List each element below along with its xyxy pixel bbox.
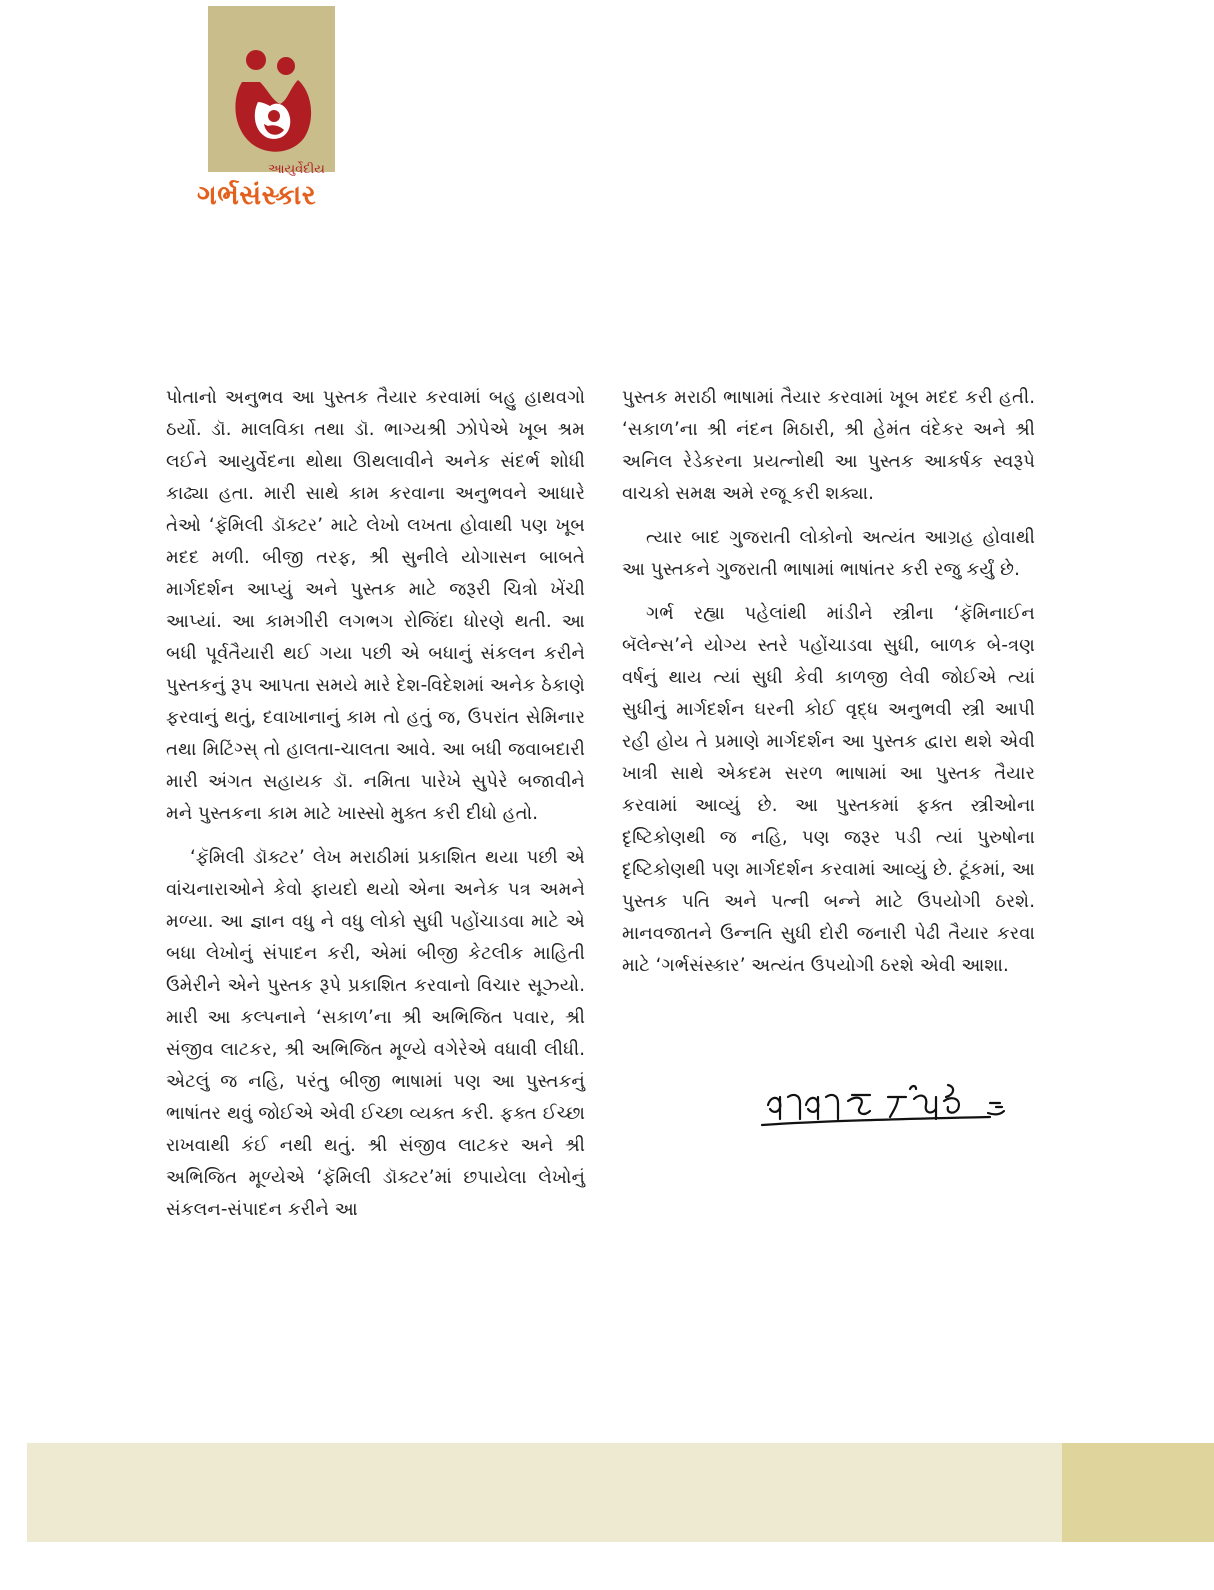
paragraph: ‘ફૅમિલી ડૉક્ટર’ લેખ મરાઠીમાં પ્રકાશિત થયા પછી એ વાંચનારાઓને કેવો ફાયદો થયો એના અનેક પત્ર અમને મળ્યા. આ જ્ઞાન વધુ ને વધુ લોકો સુધી પહોંચાડવા માટે એ બધા લેખોનું સંપાદન કરી, એમાં બીજી કેટલીક માહિતી ઉમેરીને એને પુસ્તક રૂપે પ્રકાશિત કરવાનો વિચાર સૂઝ્યો. મારી આ કલ્પનાને ‘સકાળ’ના શ્રી અભિજિત પવાર, શ્રી સંજીવ લાટકર, શ્રી અભિજિત મૂળ્યે વગેરેએ વધાવી લીધી. એટલું જ નહિ, પરંતુ બીજી ભાષામાં પણ આ પુસ્તકનું ભાષાંતર થવું જોઈએ એવી ઈચ્છા વ્યક્ત કરી. ફક્ત ઈચ્છા રાખવાથી કંઈ નથી થતું. શ્રી સંજીવ લાટકર અને શ્રી અભિજિત મૂળ્યેએ ‘ફૅમિલી ડૉક્ટર’માં છપાયેલા લેખોનું સંકલન-સંપાદન કરીને આ [166,847,585,1220]
left-column [166,382,585,1238]
footer-band [27,1443,1214,1542]
handwritten-signature [760,1075,1020,1135]
right-column [622,382,1035,994]
paragraph: પુસ્તક મરાઠી ભાષામાં તૈયાર કરવામાં ખૂબ મદદ કરી હતી. ‘સકાળ’ના શ્રી નંદન મિઠારી, શ્રી હેમંત વંદેકર અને શ્રી અનિલ રેડેકરના પ્રયત્નોથી આ પુસ્તક આકર્ષક સ્વરૂપે વાચકો સમક્ષ અમે રજૂ કરી શક્યા. [622,387,1035,504]
paragraph: ગર્ભ રહ્યા પહેલાંથી માંડીને સ્ત્રીના ‘ફૅમિનાઈન બૅલેન્સ’ને યોગ્ય સ્તરે પહોંચાડવા સુધી, બાળક બે-ત્રણ વર્ષનું થાય ત્યાં સુધી કેવી કાળજી લેવી જોઈએ ત્યાં સુધીનું માર્ગદર્શન ઘરની કોઈ વૃદ્ધ અનુભવી સ્ત્રી આપી રહી હોય તે પ્રમાણે માર્ગદર્શન આ પુસ્તક દ્વારા થશે એવી ખાત્રી સાથે એકદમ સરળ ભાષામાં આ પુસ્તક તૈયાર કરવામાં આવ્યું છે. આ પુસ્તકમાં ફક્ત સ્ત્રીઓના દૃષ્ટિકોણથી જ નહિ, પણ જરૂર પડી ત્યાં પુરુષોના દૃષ્ટિકોણથી પણ માર્ગદર્શન કરવામાં આવ્યું છે. ટૂંકમાં, આ પુસ્તક પતિ અને પત્ની બન્ને માટે ઉપયોગી ઠરશે. માનવજાતને ઉન્નતિ સુધી દોરી જનારી પેઢી તૈયાર કરવા માટે ‘ગર્ભસંસ્કાર’ અત્યંત ઉપયોગી ઠરશે એવી આશા. [622,603,1035,976]
logo-subtitle: આયુર્વેદીય [268,162,325,177]
logo-title: ગર્ભસંસ્કાર [197,180,317,211]
logo-box [208,6,335,172]
paragraph: ત્યાર બાદ ગુજરાતી લોકોનો અત્યંત આગ્રહ હોવાથી આ પુસ્તકને ગુજરાતી ભાષામાં ભાષાંતર કરી રજુ કર્યું છે. [622,527,1035,580]
signature [760,1075,1020,1135]
footer-accent-block [1062,1443,1214,1542]
paragraph: પોતાનો અનુભવ આ પુસ્તક તૈયાર કરવામાં બહુ હાથવગો ઠર્યો. ડૉ. માલવિકા તથા ડૉ. ભાગ્યશ્રી ઝોપેએ ખૂબ શ્રમ લઈને આયુર્વેદના થોથા ઊથલાવીને અનેક સંદર્ભ શોધી કાઢ્યા હતા. મારી સાથે કામ કરવાના અનુભવને આધારે તેઓ ‘ફૅમિલી ડૉક્ટર’ માટે લેખો લખતા હોવાથી પણ ખૂબ મદદ મળી. બીજી તરફ, શ્રી સુનીલે યોગાસન બાબતે માર્ગદર્શન આપ્યું અને પુસ્તક માટે જરૂરી ચિત્રો ખેંચી આપ્યાં. આ કામગીરી લગભગ રોજિંદા ધોરણે થતી. આ બધી પૂર્વતૈયારી થઈ ગયા પછી એ બધાનું સંકલન કરીને પુસ્તકનું રૂપ આપતા સમયે મારે દેશ-વિદેશમાં અનેક ઠેકાણે ફરવાનું થતું, દવાખાનાનું કામ તો હતું જ, ઉપરાંત સેમિનાર તથા મિટિંગ્સ્ તો હાલતા-ચાલતા આવે. આ બધી જવાબદારી મારી અંગત સહાયક ડૉ. નમિતા પારેખે સુપેરે બજાવીને મને પુસ્તકના કામ માટે ખાસ્સો મુક્ત કરી દીધો હતો. [166,387,585,824]
mother-child-emblem-icon [230,46,314,158]
